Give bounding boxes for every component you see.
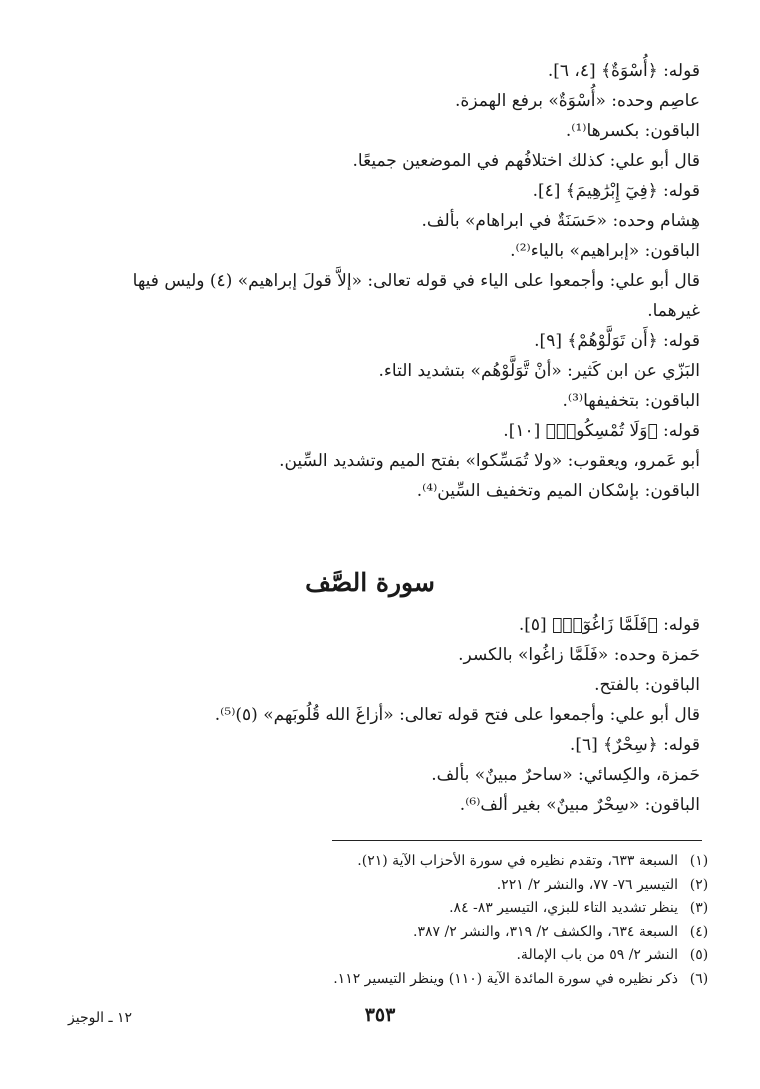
text-line: قوله: ﴿وَلَا تُمْسِكُوا۟﴾ [١٠]. — [503, 421, 700, 441]
surah-section — [40, 560, 700, 820]
footnote-text: ينظر تشديد التاء للبزي، التيسير ٨٣- ٨٤. — [449, 900, 678, 916]
text-line: قال أبو علي: وأجمعوا على الياء في قوله تعالى: «إلاَّ قولَ إبراهيم» (٤) وليس فيها — [132, 271, 700, 291]
text-line: أبو عَمرو، ويعقوب: «ولا تُمَسِّكوا» بفتح الميم وتشديد السِّين. — [279, 451, 700, 471]
footnote — [40, 968, 720, 992]
footnote-text: التيسير ٧٦- ٧٧، والنشر ٢/ ٢٢١. — [496, 876, 678, 893]
footnote — [40, 897, 720, 921]
main-text — [40, 56, 700, 506]
text-line: غيرهما. — [647, 301, 700, 321]
text-line: الباقون: بالفتح. — [594, 675, 700, 695]
footnote-number: (٥) — [689, 947, 709, 963]
footnote-text: السبعة ٦٣٤، والكشف ٢/ ٣١٩، والنشر ٢/ ٣٨٧. — [413, 923, 678, 940]
text-line: الباقون: بكسرها⁽¹⁾. — [565, 121, 700, 141]
text-line: البَزّي عن ابن كَثير: «أنْ تَّوَلَّوْهُم» بتشديد التاء. — [378, 361, 700, 381]
text-line: قوله: ﴿أُسْوَةٌ﴾ [٤، ٦]. — [547, 61, 700, 81]
surah-title: سورة الصَّف — [305, 568, 435, 597]
footnote-number: (٣) — [689, 900, 709, 916]
signature-mark: ١٢ ـ الوجيز — [68, 1010, 133, 1026]
text-line: عاصِم وحده: «أُسْوَةٌ» برفع الهمزة. — [455, 91, 700, 111]
footnote-text: ذكر نظيره في سورة المائدة الآية (١١٠) وينظر التيسير ١١٢. — [333, 970, 678, 987]
footnote — [40, 921, 720, 945]
footnotes — [40, 850, 720, 991]
text-line: هِشام وحده: «حَسَنَةٌ في ابراهام» بألف. — [421, 211, 700, 231]
text-line: الباقون: بإسْكان الميم وتخفيف السِّين⁽⁴⁾. — [416, 481, 700, 501]
text-line: قال أبو علي: كذلك اختلافُهم في الموضعين جميعًا. — [352, 151, 700, 171]
footnote-text: النشر ٢/ ٥٩ من باب الإمالة. — [516, 947, 678, 963]
text-line: الباقون: «سِحْرٌ مبينٌ» بغير ألف⁽⁶⁾. — [459, 795, 700, 815]
footnote-number: (١) — [689, 853, 709, 869]
footnote — [40, 874, 720, 898]
footnote-number: (٦) — [689, 970, 709, 987]
text-line: قوله: ﴿فَلَمَّا زَاغُوٓا۟﴾ [٥]. — [518, 615, 700, 635]
footnote-number: (٢) — [689, 876, 709, 893]
text-line: قال أبو علي: وأجمعوا على فتح قوله تعالى: «أزاغَ الله قُلُوبَهم» (٥)⁽⁵⁾. — [214, 705, 700, 725]
footnote-text: السبعة ٦٣٣، وتقدم نظيره في سورة الأحزاب الآية (٢١). — [357, 853, 678, 869]
text-line: حَمزة، والكِسائي: «ساحرٌ مبينٌ» بألف. — [431, 765, 700, 785]
text-line: حَمزة وحده: «فَلَمَّا زاغُوا» بالكسر. — [458, 645, 700, 665]
text-line: الباقون: بتخفيفها⁽³⁾. — [562, 391, 700, 411]
text-line: قوله: ﴿أَن تَوَلَّوْهُمْ﴾ [٩]. — [534, 331, 700, 351]
footnote — [40, 850, 720, 874]
footnote-number: (٤) — [689, 923, 709, 940]
text-line: قوله: ﴿سِحْرٌ﴾ [٦]. — [569, 735, 700, 755]
page-number: ٣٥٣ — [364, 1004, 396, 1026]
text-line: الباقون: «إبراهيم» بالياء⁽²⁾. — [510, 241, 700, 261]
text-line: قوله: ﴿فِيٓ إِبْرَٰهِيمَ﴾ [٤]. — [532, 181, 700, 201]
footnote-divider — [332, 840, 702, 841]
footnote — [40, 944, 720, 968]
